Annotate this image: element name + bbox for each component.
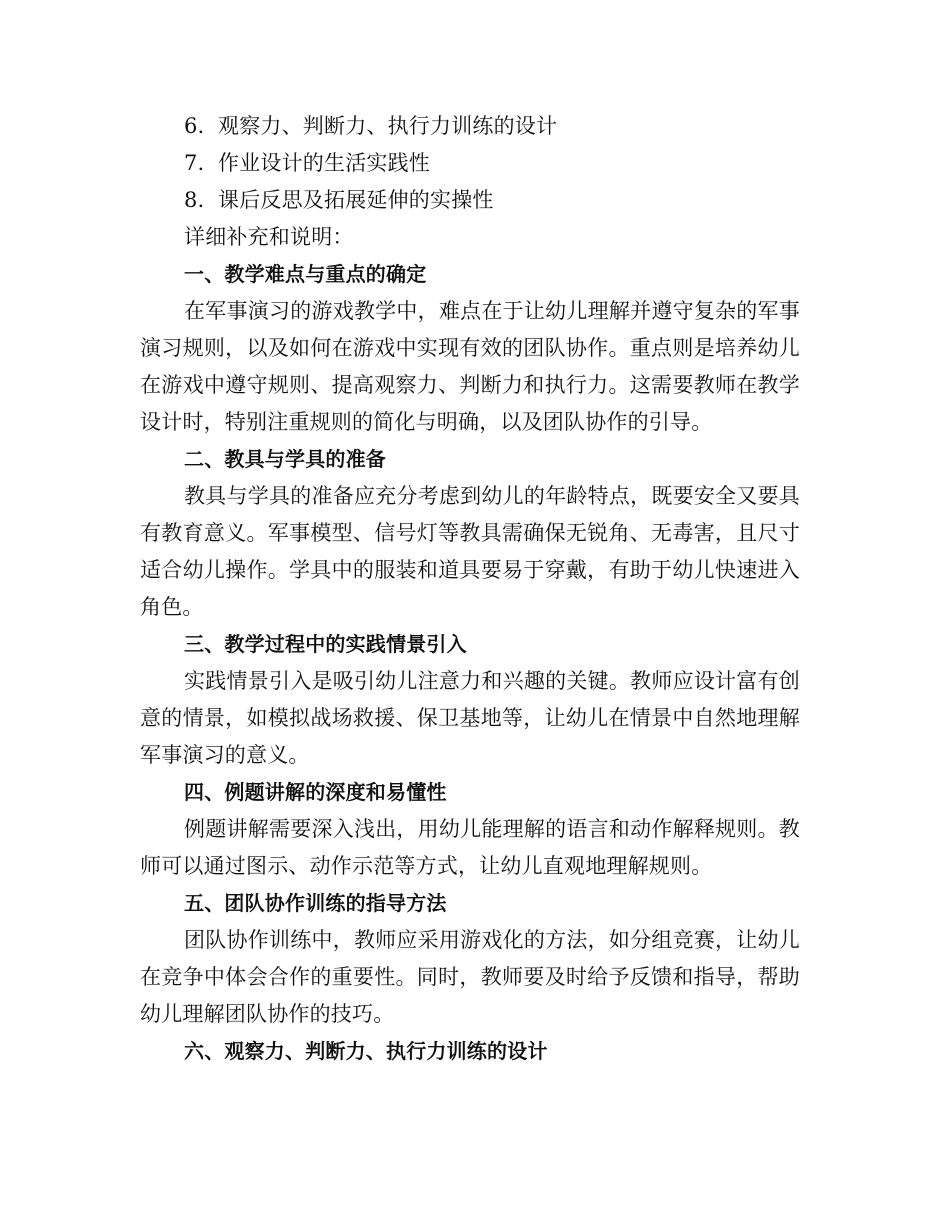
section-heading: 一、教学难点与重点的确定 <box>184 262 427 286</box>
list-item-number: 8. <box>184 188 205 212</box>
section-heading: 六、观察力、判断力、执行力训练的设计 <box>184 1039 548 1063</box>
list-item-text: 作业设计的生活实践性 <box>218 151 430 175</box>
list-item-number: 7. <box>184 151 205 175</box>
list-item <box>140 145 800 182</box>
section-paragraph: 实践情景引入是吸引幼儿注意力和兴趣的关键。教师应设计富有创意的情景，如模拟战场救援、保卫基地等，让幼儿在情景中自然地理解军事演习的意义。 <box>140 669 800 767</box>
list-item <box>140 182 800 219</box>
list-item-number: 6. <box>184 114 205 138</box>
list-item <box>140 108 800 145</box>
section-heading: 五、团队协作训练的指导方法 <box>184 891 447 915</box>
document-body <box>140 108 800 1070</box>
section-paragraph: 教具与学具的准备应充分考虑到幼儿的年龄特点，既要安全又要具有教育意义。军事模型、信号灯等教具需确保无锐角、无毒害，且尺寸适合幼儿操作。学具中的服装和道具要易于穿戴，有助于幼儿快速进入角色。 <box>140 484 800 619</box>
supplement-lead: 详细补充和说明： <box>184 225 354 249</box>
section-heading: 二、教具与学具的准备 <box>184 447 386 471</box>
section-heading: 三、教学过程中的实践情景引入 <box>184 632 467 656</box>
section-heading: 四、例题讲解的深度和易懂性 <box>184 780 447 804</box>
list-item-text: 课后反思及拓展延伸的实操性 <box>218 188 494 212</box>
section-paragraph: 在军事演习的游戏教学中，难点在于让幼儿理解并遵守复杂的军事演习规则，以及如何在游戏中实现有效的团队协作。重点则是培养幼儿在游戏中遵守规则、提高观察力、判断力和执行力。这需要教师在教学设计时，特别注重规则的简化与明确，以及团队协作的引导。 <box>140 299 800 434</box>
section-paragraph: 例题讲解需要深入浅出，用幼儿能理解的语言和动作解释规则。教师可以通过图示、动作示范等方式，让幼儿直观地理解规则。 <box>140 817 800 878</box>
section-paragraph: 团队协作训练中，教师应采用游戏化的方法，如分组竞赛，让幼儿在竞争中体会合作的重要性。同时，教师要及时给予反馈和指导，帮助幼儿理解团队协作的技巧。 <box>140 928 800 1026</box>
list-item-text: 观察力、判断力、执行力训练的设计 <box>218 114 558 138</box>
